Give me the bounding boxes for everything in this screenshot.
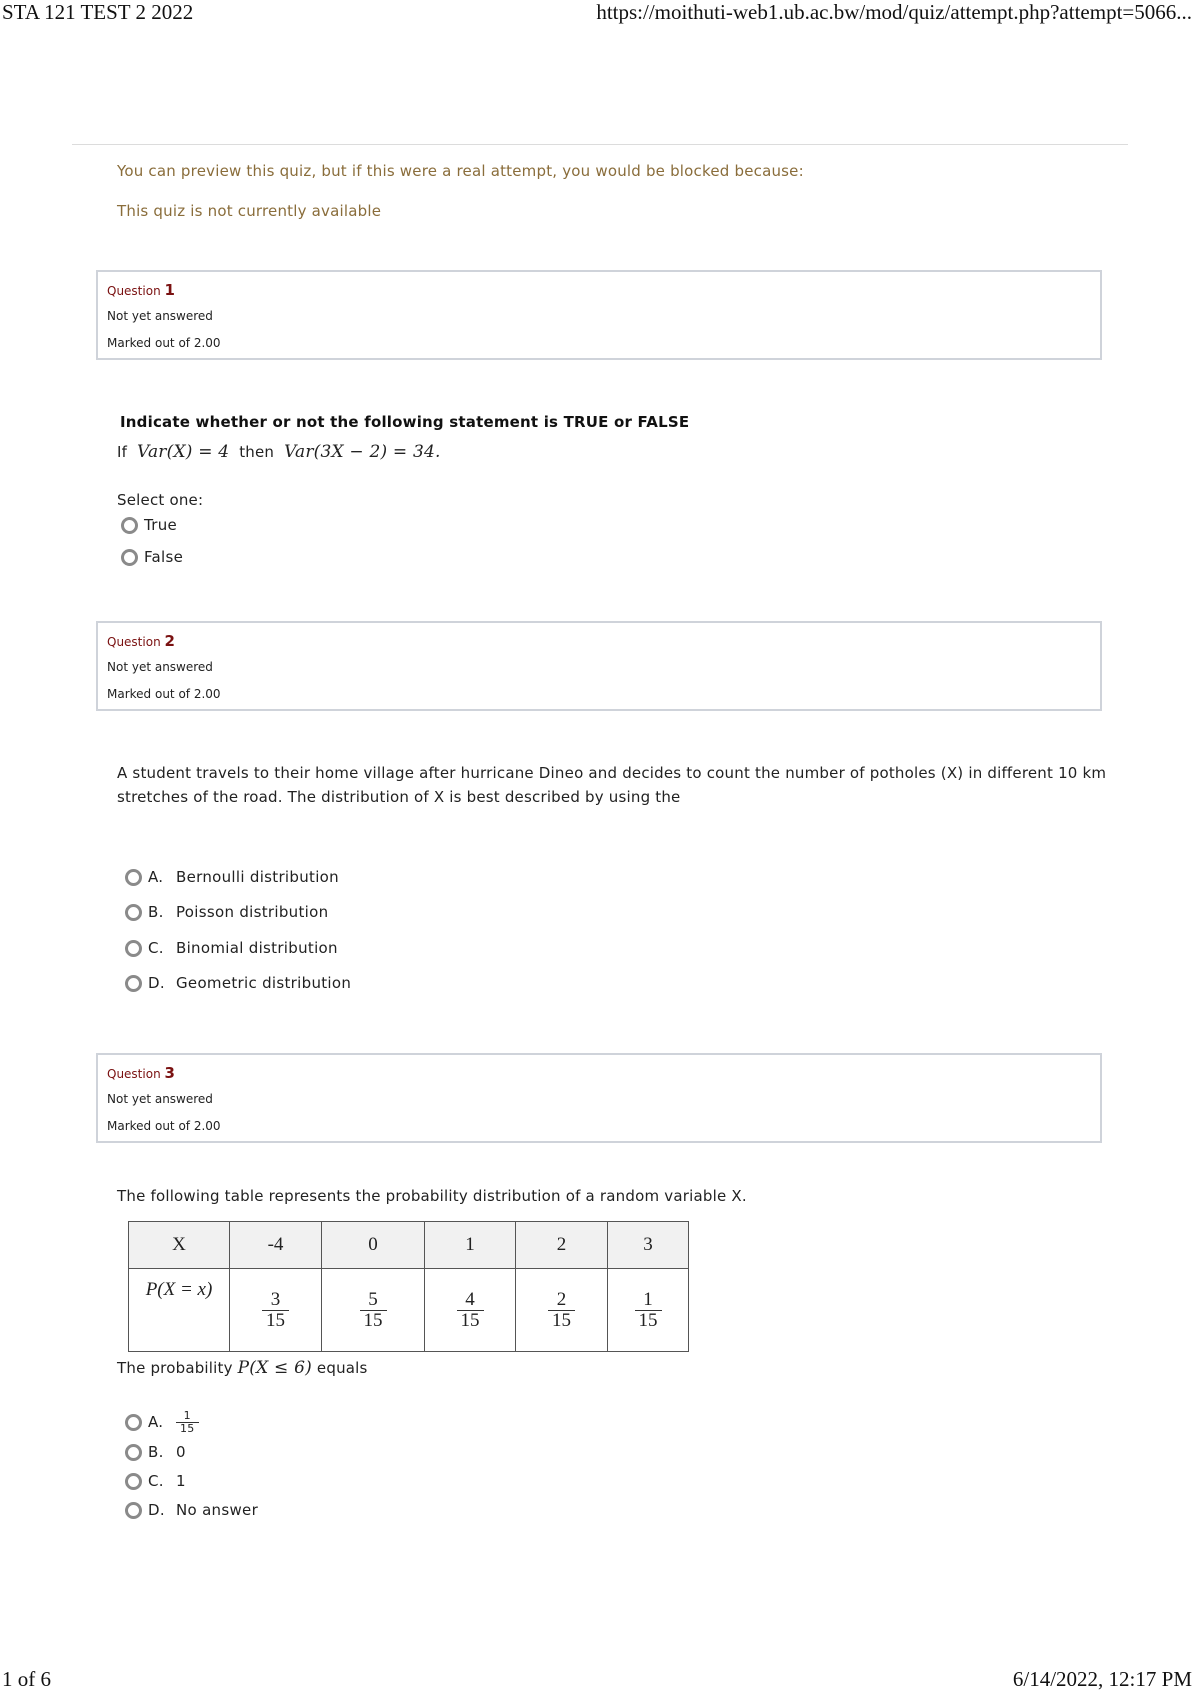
question-1-number: Question 1: [107, 281, 175, 299]
table-cell: 3: [608, 1222, 689, 1269]
question-3-option-b[interactable]: B. 0: [125, 1443, 186, 1461]
question-1-option-false[interactable]: False: [121, 548, 183, 566]
fraction: $\frac{4}{15}$: [457, 1290, 484, 1331]
question-3-number: Question 3: [107, 1064, 175, 1082]
question-2-option-a[interactable]: A. Bernoulli distribution: [125, 868, 339, 886]
question-2-info: [96, 621, 1102, 711]
question-2-option-d[interactable]: D. Geometric distribution: [125, 974, 351, 992]
table-cell: [230, 1269, 322, 1352]
table-header-p: P(X = x): [129, 1269, 230, 1352]
radio-button[interactable]: [125, 940, 142, 957]
radio-button[interactable]: [125, 975, 142, 992]
table-row: [129, 1222, 689, 1269]
print-header-title: STA 121 TEST 2 2022: [2, 0, 194, 24]
print-footer: [0, 1667, 1200, 1693]
question-3-status: Not yet answered: [107, 1092, 213, 1106]
radio-button[interactable]: [125, 1414, 142, 1431]
question-1-select-one: Select one:: [117, 491, 204, 509]
print-header-url: https://moithuti-web1.ub.ac.bw/mod/quiz/attempt.php?attempt=5066...: [596, 0, 1192, 24]
question-2-option-b[interactable]: B. Poisson distribution: [125, 903, 328, 921]
preview-notice: You can preview this quiz, but if this were a real attempt, you would be blocked because:: [117, 162, 804, 180]
table-cell: [516, 1269, 608, 1352]
radio-button[interactable]: [125, 869, 142, 886]
question-2-option-c[interactable]: C. Binomial distribution: [125, 939, 338, 957]
question-1-heading: Indicate whether or not the following statement is TRUE or FALSE: [120, 413, 690, 431]
question-3-intro: The following table represents the probability distribution of a random variable X.: [117, 1187, 747, 1205]
radio-button[interactable]: [125, 1502, 142, 1519]
question-3-option-d[interactable]: D. No answer: [125, 1501, 258, 1519]
table-cell: 1: [425, 1222, 516, 1269]
question-1-status: Not yet answered: [107, 309, 213, 323]
question-1-option-true[interactable]: True: [121, 516, 177, 534]
question-1-info: [96, 270, 1102, 360]
question-1-statement: If Var(X) = 4 then Var(3X − 2) = 34.: [117, 442, 441, 462]
question-3-prompt: The probability P(X ≤ 6) equals: [117, 1358, 368, 1378]
probability-table: [128, 1221, 689, 1352]
question-3-option-c[interactable]: C. 1: [125, 1472, 186, 1490]
top-divider: [72, 144, 1128, 145]
fraction: $\frac{3}{15}$: [262, 1290, 289, 1331]
fraction: $\frac{2}{15}$: [548, 1290, 575, 1331]
table-row: [129, 1269, 689, 1352]
table-cell: 0: [322, 1222, 425, 1269]
table-cell: -4: [230, 1222, 322, 1269]
question-3-marks: Marked out of 2.00: [107, 1119, 221, 1133]
table-cell: [425, 1269, 516, 1352]
fraction: $\frac{1}{15}$: [176, 1410, 199, 1434]
table-cell: [608, 1269, 689, 1352]
question-3-info: [96, 1053, 1102, 1143]
radio-button[interactable]: [125, 904, 142, 921]
question-2-number: Question 2: [107, 632, 175, 650]
print-header: [0, 0, 1200, 26]
question-3-option-a[interactable]: A. $\frac{1}{15}$: [125, 1410, 199, 1434]
radio-button[interactable]: [121, 549, 138, 566]
question-2-status: Not yet answered: [107, 660, 213, 674]
fraction: $\frac{5}{15}$: [360, 1290, 387, 1331]
question-2-text: A student travels to their home village after hurricane Dineo and decides to count the number of potholes (X) in different 10 km stretches of the road. The distribution of X is best described by using the: [117, 764, 1107, 806]
fraction: $\frac{1}{15}$: [635, 1290, 662, 1331]
availability-notice: This quiz is not currently available: [117, 202, 382, 220]
radio-button[interactable]: [125, 1444, 142, 1461]
print-datetime: 6/14/2022, 12:17 PM: [1012, 1667, 1192, 1691]
radio-button[interactable]: [125, 1473, 142, 1490]
question-1-marks: Marked out of 2.00: [107, 336, 221, 350]
table-cell: 2: [516, 1222, 608, 1269]
question-2-marks: Marked out of 2.00: [107, 687, 221, 701]
radio-button[interactable]: [121, 517, 138, 534]
table-cell: [322, 1269, 425, 1352]
table-header-x: X: [129, 1222, 230, 1269]
page-counter: 1 of 6: [2, 1667, 51, 1691]
